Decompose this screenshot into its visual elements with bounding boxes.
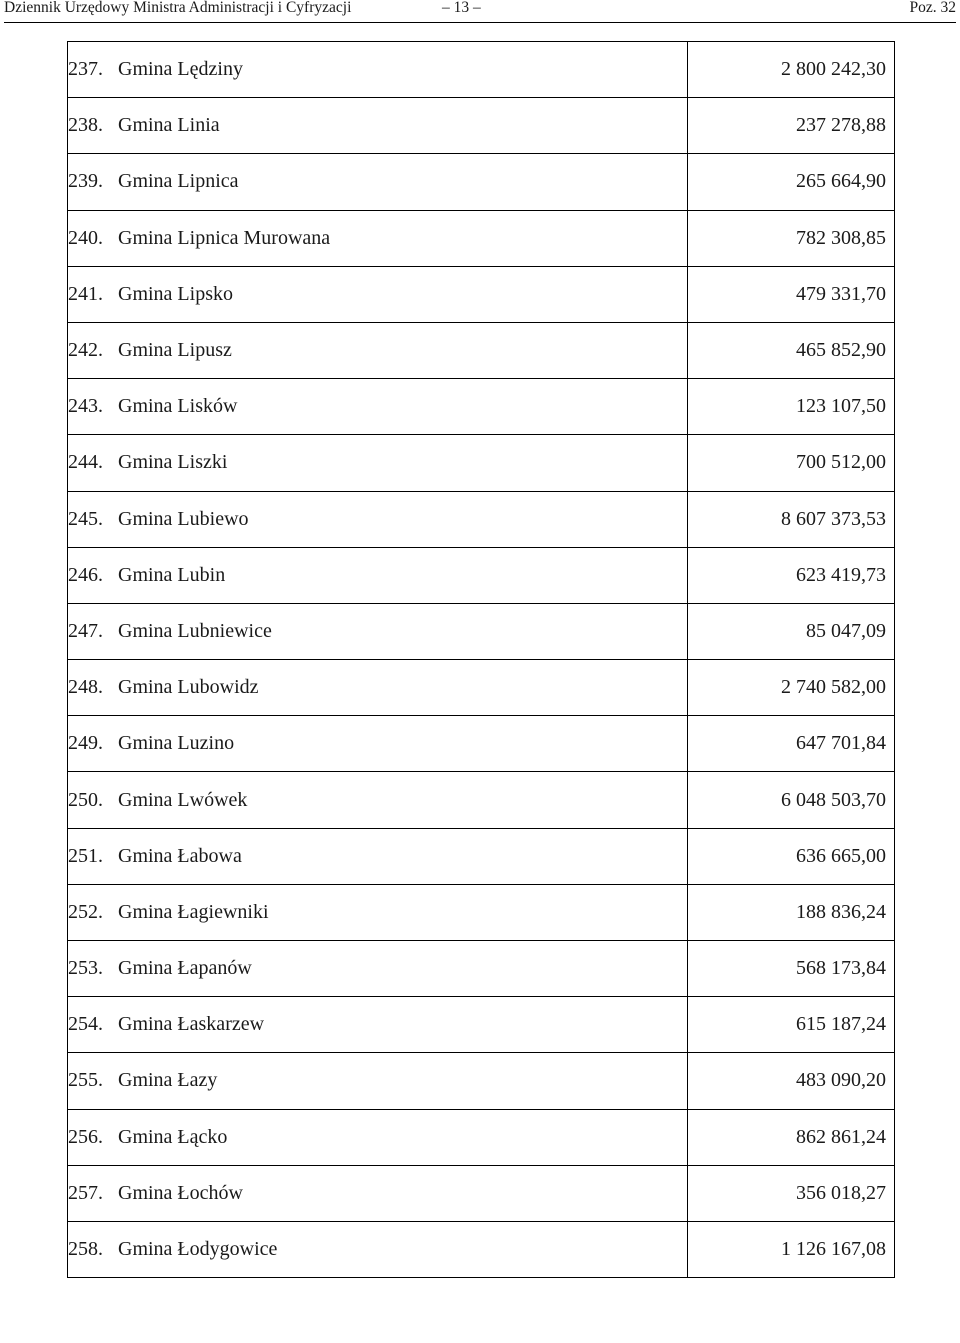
municipality-name: Gmina Łaskarzew (118, 1013, 265, 1036)
municipality-cell (68, 42, 688, 98)
table-row (68, 603, 895, 659)
municipality-name: Gmina Łącko (118, 1125, 228, 1148)
row-number: 237. (68, 58, 103, 81)
table-row (68, 210, 895, 266)
row-number: 252. (68, 900, 103, 923)
amount-cell: 465 852,90 (688, 322, 895, 378)
amount-cell: 2 740 582,00 (688, 660, 895, 716)
row-number: 253. (68, 957, 103, 980)
amount-cell: 265 664,90 (688, 154, 895, 210)
municipality-name: Gmina Lubniewice (118, 619, 272, 642)
row-number: 239. (68, 170, 103, 193)
municipality-cell (68, 1109, 688, 1165)
municipality-cell (68, 1165, 688, 1221)
table-row (68, 491, 895, 547)
municipality-name: Gmina Liszki (118, 451, 228, 474)
table-row (68, 42, 895, 98)
journal-title: Dziennik Urzędowy Ministra Administracji i Cyfryzacji (4, 0, 352, 16)
municipality-cell (68, 603, 688, 659)
municipality-cell (68, 1221, 688, 1277)
amount-cell: 1 126 167,08 (688, 1221, 895, 1277)
municipality-cell (68, 716, 688, 772)
municipality-name: Gmina Lwówek (118, 788, 248, 811)
table-row (68, 716, 895, 772)
row-number: 247. (68, 619, 103, 642)
municipality-table (67, 41, 895, 1278)
municipality-name: Gmina Lisków (118, 395, 238, 418)
table-row (68, 1165, 895, 1221)
table-row (68, 828, 895, 884)
position-number: Poz. 32 (909, 0, 956, 16)
amount-cell: 700 512,00 (688, 435, 895, 491)
table-row (68, 154, 895, 210)
table-row (68, 772, 895, 828)
amount-cell: 188 836,24 (688, 884, 895, 940)
municipality-cell (68, 210, 688, 266)
municipality-cell (68, 98, 688, 154)
municipality-name: Gmina Łodygowice (118, 1238, 278, 1261)
amount-cell: 6 048 503,70 (688, 772, 895, 828)
table-row (68, 322, 895, 378)
amount-cell: 782 308,85 (688, 210, 895, 266)
municipality-cell (68, 379, 688, 435)
row-number: 245. (68, 507, 103, 530)
municipality-cell (68, 322, 688, 378)
municipality-name: Gmina Łagiewniki (118, 900, 269, 923)
table-row (68, 884, 895, 940)
municipality-cell (68, 547, 688, 603)
table-row (68, 435, 895, 491)
row-number: 241. (68, 282, 103, 305)
municipality-cell (68, 435, 688, 491)
table-row (68, 997, 895, 1053)
municipality-name: Gmina Lipnica Murowana (118, 226, 331, 249)
table-row (68, 266, 895, 322)
row-number: 238. (68, 114, 103, 137)
municipality-cell (68, 154, 688, 210)
table-row (68, 660, 895, 716)
municipality-name: Gmina Łabowa (118, 844, 242, 867)
table-row (68, 1109, 895, 1165)
municipality-name: Gmina Lipnica (118, 170, 239, 193)
municipality-name: Gmina Lubin (118, 563, 226, 586)
municipality-cell (68, 1053, 688, 1109)
page-number: – 13 – (442, 0, 481, 16)
amount-cell: 8 607 373,53 (688, 491, 895, 547)
amount-cell: 862 861,24 (688, 1109, 895, 1165)
row-number: 242. (68, 339, 103, 362)
municipality-cell (68, 828, 688, 884)
row-number: 257. (68, 1181, 103, 1204)
row-number: 254. (68, 1013, 103, 1036)
table-row (68, 547, 895, 603)
amount-cell: 123 107,50 (688, 379, 895, 435)
amount-cell: 483 090,20 (688, 1053, 895, 1109)
table-row (68, 379, 895, 435)
amount-cell: 568 173,84 (688, 941, 895, 997)
amount-cell: 2 800 242,30 (688, 42, 895, 98)
row-number: 240. (68, 226, 103, 249)
municipality-name: Gmina Łochów (118, 1181, 243, 1204)
row-number: 244. (68, 451, 103, 474)
amount-cell: 636 665,00 (688, 828, 895, 884)
municipality-cell (68, 491, 688, 547)
row-number: 251. (68, 844, 103, 867)
municipality-cell (68, 997, 688, 1053)
table-body (68, 42, 895, 1278)
municipality-cell (68, 941, 688, 997)
municipality-cell (68, 660, 688, 716)
row-number: 246. (68, 563, 103, 586)
municipality-name: Gmina Lubowidz (118, 676, 259, 699)
row-number: 250. (68, 788, 103, 811)
municipality-cell (68, 884, 688, 940)
row-number: 255. (68, 1069, 103, 1092)
table-row (68, 941, 895, 997)
table-row (68, 1053, 895, 1109)
municipality-name: Gmina Lędziny (118, 58, 243, 81)
row-number: 249. (68, 732, 103, 755)
table-row (68, 1221, 895, 1277)
amount-cell: 623 419,73 (688, 547, 895, 603)
amount-cell: 479 331,70 (688, 266, 895, 322)
amount-cell: 615 187,24 (688, 997, 895, 1053)
municipality-name: Gmina Łazy (118, 1069, 218, 1092)
amount-cell: 237 278,88 (688, 98, 895, 154)
municipality-name: Gmina Lipsko (118, 282, 233, 305)
municipality-name: Gmina Luzino (118, 732, 235, 755)
municipality-cell (68, 266, 688, 322)
row-number: 256. (68, 1125, 103, 1148)
amount-cell: 647 701,84 (688, 716, 895, 772)
amount-cell: 85 047,09 (688, 603, 895, 659)
row-number: 248. (68, 676, 103, 699)
page-header (4, 0, 956, 23)
amount-cell: 356 018,27 (688, 1165, 895, 1221)
row-number: 243. (68, 395, 103, 418)
row-number: 258. (68, 1238, 103, 1261)
table-row (68, 98, 895, 154)
municipality-name: Gmina Lipusz (118, 339, 232, 362)
municipality-cell (68, 772, 688, 828)
municipality-name: Gmina Lubiewo (118, 507, 249, 530)
municipality-name: Gmina Linia (118, 114, 220, 137)
municipality-name: Gmina Łapanów (118, 957, 252, 980)
